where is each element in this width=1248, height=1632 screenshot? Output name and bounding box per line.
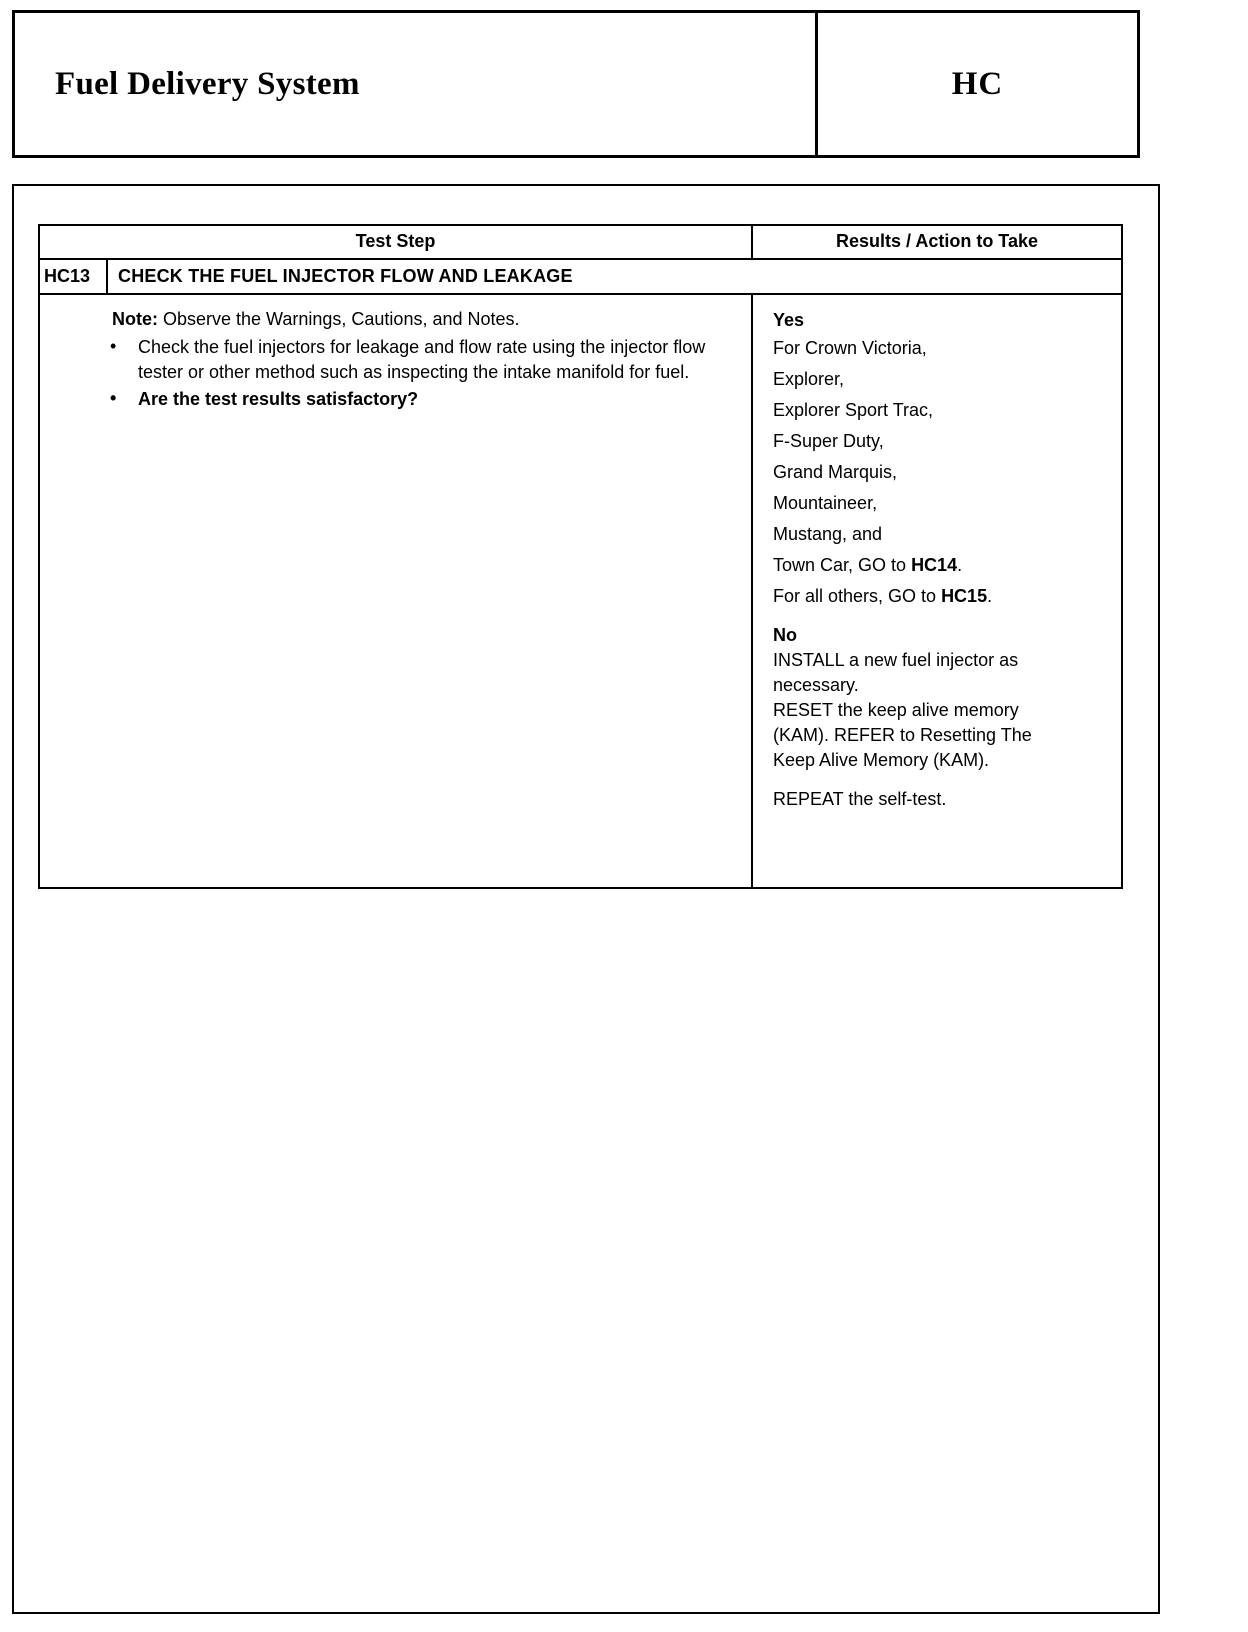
column-header-test-step: Test Step [40,226,753,258]
goto-suffix: . [957,555,963,575]
step-body-row [40,295,1121,887]
step-id: HC13 [40,260,108,293]
step-title: CHECK THE FUEL INJECTOR FLOW AND LEAKAGE [118,266,573,286]
step-bullet-list [54,335,737,412]
answer-yes-line: Explorer, [773,369,845,389]
answer-yes-line: Grand Marquis, [773,462,898,482]
table-header-row [40,226,1121,260]
answer-no-line: RESET the keep alive memory [773,700,1019,720]
diagnostic-table [38,224,1123,889]
note-line [112,307,737,332]
column-header-results: Results / Action to Take [835,231,1039,251]
others-step-code: HC15 [941,586,988,606]
answer-yes-line: For Crown Victoria, [773,338,927,358]
answer-no-final-line: REPEAT the self-test. [773,789,947,809]
note-label: Note: [112,309,158,329]
others-suffix: . [987,586,993,606]
answer-yes-line: Explorer Sport Trac, [773,400,934,420]
answer-yes-line: Mustang, and [773,524,883,544]
test-step-cell [40,295,753,887]
page-title: Fuel Delivery System [55,65,360,102]
answer-no-line: INSTALL a new fuel injector as [773,650,1019,670]
answer-no-label: No [773,625,797,645]
answer-yes-goto-line [773,550,1105,581]
step-title-row [40,260,1121,295]
header-title-cell [15,13,818,155]
answer-no-line: necessary. [773,675,859,695]
answer-no-line: Keep Alive Memory (KAM). [773,750,990,770]
answer-yes-others-line [773,581,1105,612]
goto-step-code: HC14 [911,555,958,575]
answer-yes-line: Mountaineer, [773,493,878,513]
section-code: HC [951,65,1004,102]
page-content-frame [12,184,1160,1614]
spacer [773,773,1105,787]
others-prefix: For all others, GO to [773,586,942,606]
results-action-cell [753,295,1121,887]
answer-yes-label: Yes [773,310,805,330]
list-item: • Are the test results satisfactory? [54,387,737,412]
note-text: Observe the Warnings, Cautions, and Notes. [158,309,520,329]
answer-no-line: (KAM). REFER to Resetting The [773,725,1032,745]
list-item: • Check the fuel injectors for leakage and flow rate using the injector flow tester or other method such as inspecting the intake manifold for fuel. [54,335,737,385]
goto-prefix: Town Car, GO to [773,555,912,575]
spacer [773,612,1105,622]
answer-yes-line: F-Super Duty, [773,431,884,451]
page-header [12,10,1140,158]
header-code-cell [818,13,1137,155]
